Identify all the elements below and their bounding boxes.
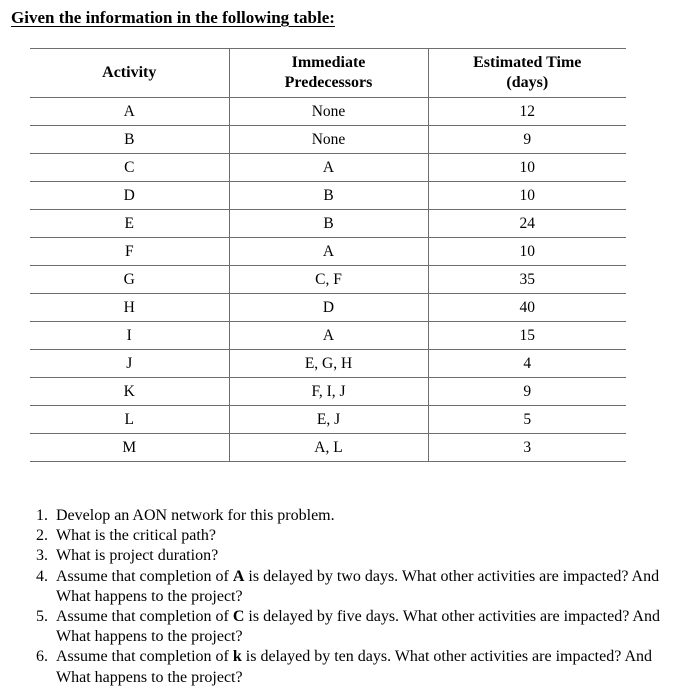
cell-activity: L [30, 406, 229, 434]
cell-time: 5 [428, 406, 626, 434]
table-row [30, 294, 626, 322]
question-text: Develop an AON network for this problem. [56, 507, 335, 524]
cell-time: 24 [428, 210, 626, 238]
cell-activity: C [30, 154, 229, 182]
table-row [30, 322, 626, 350]
cell-time: 3 [428, 434, 626, 462]
cell-activity: B [30, 126, 229, 154]
question-text: What is project duration? [56, 547, 219, 565]
cell-activity: G [30, 266, 229, 294]
cell-activity: I [30, 322, 229, 350]
table-row [30, 238, 626, 266]
question-activity-bold: A [232, 567, 245, 585]
cell-activity: F [30, 238, 229, 266]
question-number: 5. [36, 608, 48, 626]
question-item [36, 546, 676, 566]
cell-time: 9 [428, 126, 626, 154]
cell-time: 4 [428, 350, 626, 378]
header-time [428, 49, 626, 98]
cell-predecessors: E, G, H [229, 350, 428, 378]
cell-time: 10 [428, 154, 626, 182]
table-row [30, 210, 626, 238]
question-item [36, 567, 676, 607]
page-title: Given the information in the following table: [11, 8, 335, 27]
question-item [36, 506, 676, 526]
cell-predecessors: A [229, 154, 428, 182]
cell-activity: K [30, 378, 229, 406]
cell-predecessors: None [229, 98, 428, 126]
cell-predecessors: E, J [229, 406, 428, 434]
cell-predecessors: C, F [229, 266, 428, 294]
question-text: What is the critical path? [56, 527, 216, 545]
table-row [30, 434, 626, 462]
question-activity-bold: k [232, 648, 242, 666]
header-activity [30, 49, 229, 98]
cell-time: 35 [428, 266, 626, 294]
header-activity-label: Activity [102, 64, 157, 81]
question-number: 6. [36, 648, 48, 666]
cell-predecessors: F, I, J [229, 378, 428, 406]
table-row [30, 266, 626, 294]
cell-activity: E [30, 210, 229, 238]
cell-time: 10 [428, 182, 626, 210]
table-row [30, 98, 626, 126]
cell-predecessors: None [229, 126, 428, 154]
table-row [30, 126, 626, 154]
question-item [36, 526, 676, 546]
question-text-post: is delayed by ten days. What other activities are impacted? And What happens to the project? [56, 648, 652, 686]
header-time-line1: Estimated Time [473, 54, 582, 71]
question-text-post: is delayed by two days. What other activities are impacted? And What happens to the project? [56, 567, 660, 605]
question-number: 3. [36, 547, 48, 565]
table-header-row [30, 49, 626, 98]
cell-predecessors: B [229, 182, 428, 210]
header-predecessors-line2: Predecessors [284, 74, 373, 91]
question-text-post: is delayed by five days. What other activities are impacted? And What happens to the project? [56, 608, 660, 646]
cell-time: 15 [428, 322, 626, 350]
table-row [30, 350, 626, 378]
cell-predecessors: A [229, 238, 428, 266]
cell-predecessors: A, L [229, 434, 428, 462]
question-list [36, 506, 676, 688]
question-number: 1. [36, 507, 48, 524]
activity-table-container [30, 48, 626, 462]
table-row [30, 406, 626, 434]
question-item [36, 647, 676, 687]
header-predecessors [229, 49, 428, 98]
question-text-pre: Assume that completion of [56, 567, 233, 585]
cell-activity: D [30, 182, 229, 210]
cell-predecessors: D [229, 294, 428, 322]
cell-time: 40 [428, 294, 626, 322]
cell-activity: J [30, 350, 229, 378]
question-activity-bold: C [232, 608, 245, 626]
cell-time: 10 [428, 238, 626, 266]
header-predecessors-line1: Immediate [291, 54, 366, 71]
table-row [30, 182, 626, 210]
cell-time: 12 [428, 98, 626, 126]
question-number: 4. [36, 567, 48, 585]
cell-activity: H [30, 294, 229, 322]
cell-activity: A [30, 98, 229, 126]
activity-table [30, 48, 626, 462]
question-number: 2. [36, 527, 48, 545]
question-text-pre: Assume that completion of [56, 608, 233, 626]
table-row [30, 154, 626, 182]
cell-predecessors: B [229, 210, 428, 238]
header-time-line2: (days) [506, 74, 549, 91]
question-text-pre: Assume that completion of [56, 648, 233, 666]
cell-time: 9 [428, 378, 626, 406]
cell-activity: M [30, 434, 229, 462]
cell-predecessors: A [229, 322, 428, 350]
question-item [36, 607, 676, 647]
table-row [30, 378, 626, 406]
